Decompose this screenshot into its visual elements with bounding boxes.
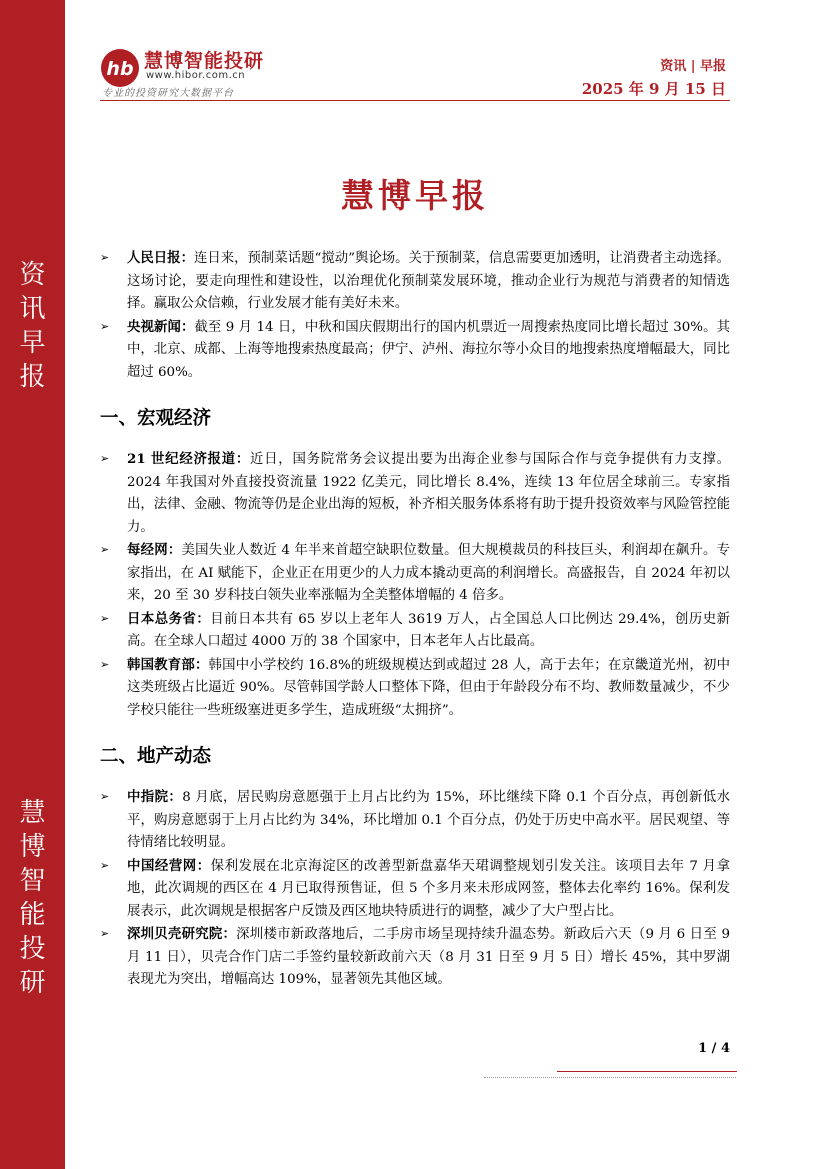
section-heading: 一、宏观经济	[100, 408, 212, 429]
logo-url: www.hibor.com.cn	[146, 70, 246, 81]
svg-text:hb: hb	[106, 58, 134, 80]
sidebar-char: 智	[19, 866, 46, 896]
header-category: 资讯 | 早报	[660, 59, 726, 74]
arrow-bullet-icon: ➢	[100, 543, 110, 556]
arrow-bullet-icon: ➢	[100, 611, 110, 625]
arrow-bullet-icon: ➢	[100, 790, 110, 803]
sidebar-char: 能	[19, 900, 46, 930]
footer-rule-dotted	[484, 1077, 736, 1078]
news-item	[100, 448, 730, 539]
news-source: 日本总务省：	[127, 610, 211, 627]
arrow-bullet-icon: ➢	[100, 452, 110, 465]
news-item	[100, 786, 730, 855]
main-content	[100, 247, 730, 992]
left-sidebar-band	[0, 0, 65, 1169]
news-source: 央视新闻：	[127, 318, 195, 335]
news-item	[100, 316, 730, 385]
news-text: 截至 9 月 14 日，中秋和国庆假期出行的国内机票近一周搜索热度同比增长超过 30%。其中，北京、成都、上海等地搜索热度最高；伊宁、泸州、海拉尔等小众目的地搜索热度增幅最大，同比超过 60%。	[127, 319, 731, 380]
news-text: 韩国中小学校约 16.8%的班级规模达到或超过 28 人，高于去年；在京畿道光州，初中这类班级占比逼近 90%。尽管韩国学龄人口整体下降，但由于年龄段分布不均、教师数量减少，不少学校只能往一些班级塞进更多学生，造成班级“太拥挤”。	[127, 657, 730, 718]
logo-name: 慧博智能投研	[144, 50, 265, 72]
news-text: 8 月底，居民购房意愿强于上月占比约为 15%，环比继续下降 0.1 个百分点，再创新低水平，购房意愿弱于上月占比约为 34%，环比增加 0.1 个百分点，仍处于历史中高水平。居民观望、等待情绪比较明显。	[127, 790, 730, 850]
sidebar-char: 早	[19, 328, 46, 358]
news-source: 人民日报：	[127, 250, 194, 266]
header-divider	[100, 100, 730, 101]
footer-rule-red	[557, 1071, 737, 1072]
sidebar-char: 慧	[19, 798, 46, 828]
news-text: 保利发展在北京海淀区的改善型新盘嘉华天珺调整规划引发关注。该项目去年 7 月拿地，此次调规的西区在 4 月已取得预售证，但 5 个多月来未形成网签，整体去化率约 16%。保利发展表示，此次调规是根据客户反馈及西区地块特质进行的调整，减少了大户型占比。	[127, 858, 731, 919]
sidebar-char: 报	[19, 362, 46, 392]
news-item	[100, 608, 730, 654]
news-source: 韩国教育部：	[127, 656, 209, 673]
hb-logo-mark-icon	[100, 48, 140, 88]
page-header	[100, 44, 730, 104]
arrow-bullet-icon: ➢	[100, 251, 110, 264]
sidebar-char: 博	[19, 832, 46, 862]
news-source: 21 世纪经济报道：	[127, 451, 251, 467]
header-date: 2025 年 9 月 15 日	[581, 80, 726, 98]
news-item	[100, 855, 730, 924]
arrow-bullet-icon: ➢	[100, 927, 110, 940]
news-item	[100, 247, 730, 316]
news-item	[100, 923, 730, 992]
section-heading: 二、地产动态	[100, 746, 212, 767]
arrow-bullet-icon: ➢	[100, 319, 110, 333]
sidebar-char: 投	[19, 934, 46, 964]
sidebar-label-news-brief	[0, 258, 65, 394]
news-source: 中指院：	[127, 789, 183, 805]
sidebar-char: 讯	[19, 294, 46, 324]
news-text: 连日来，预制菜话题“搅动”舆论场。关于预制菜，信息需要更加透明，让消费者主动选择。这场讨论，要走向理性和建设性，以治理优化预制菜发展环境，推动企业行为规范与消费者的知情选择。赢取公众信赖，行业发展才能有美好未来。	[127, 251, 730, 311]
news-text: 深圳楼市新政落地后，二手房市场呈现持续升温态势。新政后六天（9 月 6 日至 9 月 11 日），贝壳合作门店二手签约量较新政前六天（8 月 31 日至 9 月 5 日）增长 45%，其中罗湖表现尤为突出，增幅高达 109%，显著领先其他区域。	[127, 927, 730, 987]
page-title: 慧博早报	[341, 176, 489, 215]
sidebar-char: 研	[19, 968, 46, 998]
header-meta	[582, 58, 726, 100]
news-item	[100, 654, 730, 723]
news-text: 近日，国务院常务会议提出要为出海企业参与国际合作与竞争提供有力支撑。2024 年我国对外直接投资流量 1922 亿美元，同比增长 8.4%，连续 13 年位居全球前三。专家指出，法律、金融、物流等仍是企业出海的短板，补齐相关服务体系将有助于提升投资效率与风险管控能力。	[127, 452, 731, 535]
page-number: 1 / 4	[698, 1041, 730, 1056]
news-text: 美国失业人数近 4 年半来首超空缺职位数量。但大规模裁员的科技巨头，利润却在飙升。专家指出，在 AI 赋能下，企业正在用更少的人力成本撬动更高的利润增长。高盛报告，自 2024 年初以来，20 至 30 岁科技白领失业率涨幅为全美整体增幅的 4 倍多。	[127, 543, 731, 603]
sidebar-char: 资	[19, 260, 46, 290]
news-source: 每经网：	[127, 542, 182, 558]
logo-slogan: 专业的投资研究大数据平台	[102, 88, 234, 99]
news-source: 深圳贝壳研究院：	[127, 926, 237, 942]
sidebar-label-brand	[0, 796, 65, 1000]
news-source: 中国经营网：	[127, 857, 211, 874]
news-item	[100, 539, 730, 608]
arrow-bullet-icon: ➢	[100, 858, 110, 872]
news-text: 目前日本共有 65 岁以上老年人 3619 万人，占全国总人口比例达 29.4%，创历史新高。在全球人口超过 4000 万的 38 个国家中，日本老年人占比最高。	[127, 611, 731, 649]
arrow-bullet-icon: ➢	[100, 657, 110, 671]
